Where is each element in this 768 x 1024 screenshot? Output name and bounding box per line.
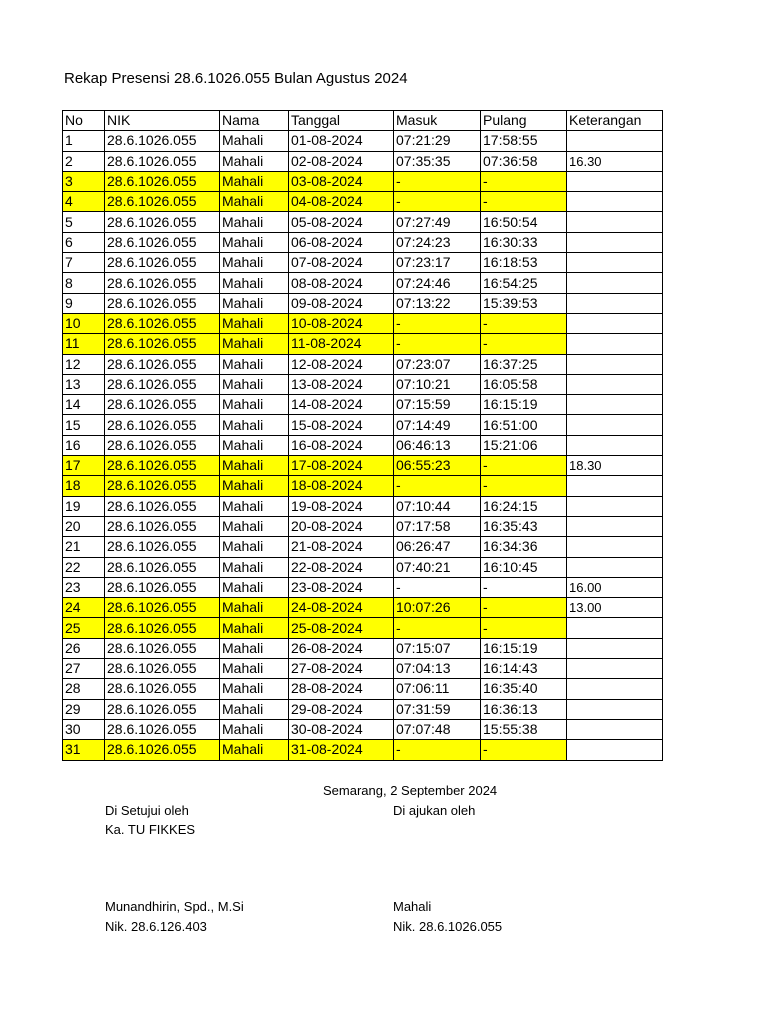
table-row: [63, 557, 663, 577]
cell-keterangan: [567, 171, 663, 191]
cell-pulang: 16:14:43: [481, 659, 567, 679]
cell-keterangan: [567, 719, 663, 739]
cell-masuk: 07:15:59: [394, 395, 481, 415]
cell-no: 15: [63, 415, 105, 435]
cell-no: 5: [63, 212, 105, 232]
table-row: [63, 719, 663, 739]
cell-tanggal: 06-08-2024: [289, 232, 394, 252]
cell-no: 16: [63, 435, 105, 455]
cell-pulang: 07:36:58: [481, 151, 567, 171]
cell-nik: 28.6.1026.055: [105, 456, 220, 476]
cell-tanggal: 05-08-2024: [289, 212, 394, 232]
cell-pulang: -: [481, 618, 567, 638]
cell-keterangan: [567, 740, 663, 760]
cell-keterangan: 16.30: [567, 151, 663, 171]
table-row: [63, 151, 663, 171]
place-date: Semarang, 2 September 2024: [323, 783, 498, 798]
cell-nama: Mahali: [220, 293, 289, 313]
header-pulang: Pulang: [481, 111, 567, 131]
cell-nik: 28.6.1026.055: [105, 395, 220, 415]
cell-nama: Mahali: [220, 516, 289, 536]
cell-masuk: 06:26:47: [394, 537, 481, 557]
table-row: [63, 212, 663, 232]
cell-nik: 28.6.1026.055: [105, 699, 220, 719]
cell-masuk: 07:23:07: [394, 354, 481, 374]
cell-keterangan: 16.00: [567, 577, 663, 597]
cell-pulang: 16:35:43: [481, 516, 567, 536]
cell-tanggal: 17-08-2024: [289, 456, 394, 476]
cell-nik: 28.6.1026.055: [105, 435, 220, 455]
cell-tanggal: 13-08-2024: [289, 374, 394, 394]
cell-pulang: 16:54:25: [481, 273, 567, 293]
table-row: [63, 131, 663, 151]
cell-tanggal: 02-08-2024: [289, 151, 394, 171]
header-nama: Nama: [220, 111, 289, 131]
table-row: [63, 618, 663, 638]
cell-nik: 28.6.1026.055: [105, 273, 220, 293]
cell-pulang: 16:15:19: [481, 395, 567, 415]
cell-pulang: 15:55:38: [481, 719, 567, 739]
cell-nama: Mahali: [220, 638, 289, 658]
cell-masuk: -: [394, 334, 481, 354]
cell-nama: Mahali: [220, 679, 289, 699]
cell-tanggal: 31-08-2024: [289, 740, 394, 760]
table-row: [63, 638, 663, 658]
cell-no: 25: [63, 618, 105, 638]
table-row: [63, 395, 663, 415]
cell-tanggal: 11-08-2024: [289, 334, 394, 354]
cell-pulang: -: [481, 456, 567, 476]
cell-no: 27: [63, 659, 105, 679]
cell-no: 2: [63, 151, 105, 171]
cell-tanggal: 24-08-2024: [289, 598, 394, 618]
cell-keterangan: [567, 496, 663, 516]
cell-keterangan: [567, 212, 663, 232]
cell-keterangan: [567, 638, 663, 658]
cell-nama: Mahali: [220, 557, 289, 577]
cell-nama: Mahali: [220, 699, 289, 719]
approved-by-label: Di Setujui oleh: [105, 803, 189, 818]
cell-tanggal: 03-08-2024: [289, 171, 394, 191]
cell-nama: Mahali: [220, 334, 289, 354]
cell-nama: Mahali: [220, 374, 289, 394]
cell-no: 24: [63, 598, 105, 618]
cell-tanggal: 22-08-2024: [289, 557, 394, 577]
cell-nik: 28.6.1026.055: [105, 557, 220, 577]
header-tanggal: Tanggal: [289, 111, 394, 131]
cell-masuk: 07:10:44: [394, 496, 481, 516]
submitter-nik: Nik. 28.6.1026.055: [393, 919, 503, 934]
cell-nik: 28.6.1026.055: [105, 476, 220, 496]
cell-keterangan: [567, 618, 663, 638]
cell-keterangan: 18.30: [567, 456, 663, 476]
cell-pulang: -: [481, 334, 567, 354]
attendance-table: [62, 110, 663, 761]
cell-nik: 28.6.1026.055: [105, 659, 220, 679]
cell-nik: 28.6.1026.055: [105, 415, 220, 435]
cell-masuk: 07:04:13: [394, 659, 481, 679]
table-row: [63, 374, 663, 394]
cell-tanggal: 16-08-2024: [289, 435, 394, 455]
cell-pulang: 16:15:19: [481, 638, 567, 658]
cell-nik: 28.6.1026.055: [105, 151, 220, 171]
cell-no: 8: [63, 273, 105, 293]
header-nik: NIK: [105, 111, 220, 131]
cell-nik: 28.6.1026.055: [105, 171, 220, 191]
cell-keterangan: [567, 232, 663, 252]
cell-no: 14: [63, 395, 105, 415]
cell-nik: 28.6.1026.055: [105, 212, 220, 232]
cell-pulang: -: [481, 171, 567, 191]
cell-masuk: 07:07:48: [394, 719, 481, 739]
cell-no: 6: [63, 232, 105, 252]
cell-keterangan: [567, 699, 663, 719]
cell-no: 20: [63, 516, 105, 536]
cell-nik: 28.6.1026.055: [105, 334, 220, 354]
cell-no: 10: [63, 313, 105, 333]
cell-no: 29: [63, 699, 105, 719]
table-row: [63, 496, 663, 516]
cell-nik: 28.6.1026.055: [105, 638, 220, 658]
table-header-row: [63, 111, 663, 131]
cell-nama: Mahali: [220, 435, 289, 455]
cell-masuk: 07:10:21: [394, 374, 481, 394]
table-row: [63, 476, 663, 496]
cell-nik: 28.6.1026.055: [105, 598, 220, 618]
cell-nama: Mahali: [220, 313, 289, 333]
cell-nik: 28.6.1026.055: [105, 313, 220, 333]
submitted-by-label: Di ajukan oleh: [393, 803, 476, 818]
cell-pulang: 16:24:15: [481, 496, 567, 516]
table-row: [63, 415, 663, 435]
table-row: [63, 293, 663, 313]
cell-keterangan: [567, 273, 663, 293]
cell-pulang: 16:51:00: [481, 415, 567, 435]
table-row: [63, 171, 663, 191]
cell-keterangan: [567, 253, 663, 273]
cell-pulang: -: [481, 577, 567, 597]
cell-no: 21: [63, 537, 105, 557]
cell-pulang: 16:37:25: [481, 354, 567, 374]
cell-nama: Mahali: [220, 131, 289, 151]
table-row: [63, 659, 663, 679]
cell-tanggal: 26-08-2024: [289, 638, 394, 658]
cell-masuk: -: [394, 577, 481, 597]
cell-tanggal: 09-08-2024: [289, 293, 394, 313]
cell-no: 4: [63, 192, 105, 212]
cell-no: 26: [63, 638, 105, 658]
table-row: [63, 313, 663, 333]
cell-tanggal: 20-08-2024: [289, 516, 394, 536]
header-keterangan: Keterangan: [567, 111, 663, 131]
cell-masuk: 07:13:22: [394, 293, 481, 313]
cell-nama: Mahali: [220, 253, 289, 273]
table-row: [63, 598, 663, 618]
cell-keterangan: [567, 557, 663, 577]
cell-tanggal: 15-08-2024: [289, 415, 394, 435]
table-row: [63, 253, 663, 273]
cell-no: 3: [63, 171, 105, 191]
cell-keterangan: [567, 659, 663, 679]
cell-pulang: 16:50:54: [481, 212, 567, 232]
cell-pulang: -: [481, 476, 567, 496]
cell-no: 11: [63, 334, 105, 354]
cell-pulang: 17:58:55: [481, 131, 567, 151]
cell-nama: Mahali: [220, 151, 289, 171]
cell-nama: Mahali: [220, 496, 289, 516]
cell-tanggal: 29-08-2024: [289, 699, 394, 719]
table-row: [63, 435, 663, 455]
cell-nama: Mahali: [220, 659, 289, 679]
cell-nama: Mahali: [220, 618, 289, 638]
cell-nik: 28.6.1026.055: [105, 719, 220, 739]
cell-masuk: -: [394, 476, 481, 496]
cell-tanggal: 10-08-2024: [289, 313, 394, 333]
cell-no: 13: [63, 374, 105, 394]
cell-tanggal: 30-08-2024: [289, 719, 394, 739]
cell-keterangan: [567, 293, 663, 313]
cell-nik: 28.6.1026.055: [105, 496, 220, 516]
cell-nik: 28.6.1026.055: [105, 232, 220, 252]
cell-pulang: 15:39:53: [481, 293, 567, 313]
cell-nik: 28.6.1026.055: [105, 354, 220, 374]
table-row: [63, 679, 663, 699]
cell-nik: 28.6.1026.055: [105, 577, 220, 597]
cell-nik: 28.6.1026.055: [105, 537, 220, 557]
header-masuk: Masuk: [394, 111, 481, 131]
cell-tanggal: 07-08-2024: [289, 253, 394, 273]
cell-pulang: -: [481, 740, 567, 760]
cell-masuk: -: [394, 171, 481, 191]
cell-nik: 28.6.1026.055: [105, 131, 220, 151]
cell-nama: Mahali: [220, 192, 289, 212]
cell-nik: 28.6.1026.055: [105, 679, 220, 699]
cell-keterangan: [567, 334, 663, 354]
header-no: No: [63, 111, 105, 131]
cell-nik: 28.6.1026.055: [105, 192, 220, 212]
cell-masuk: 06:55:23: [394, 456, 481, 476]
approver-nik: Nik. 28.6.126.403: [105, 919, 207, 934]
cell-tanggal: 08-08-2024: [289, 273, 394, 293]
cell-nama: Mahali: [220, 171, 289, 191]
submitter-name: Mahali: [393, 899, 432, 914]
cell-nama: Mahali: [220, 354, 289, 374]
cell-tanggal: 04-08-2024: [289, 192, 394, 212]
cell-nama: Mahali: [220, 577, 289, 597]
cell-nama: Mahali: [220, 598, 289, 618]
cell-masuk: 07:31:59: [394, 699, 481, 719]
cell-nama: Mahali: [220, 415, 289, 435]
cell-nik: 28.6.1026.055: [105, 740, 220, 760]
cell-pulang: 16:34:36: [481, 537, 567, 557]
cell-pulang: 15:21:06: [481, 435, 567, 455]
approver-title: Ka. TU FIKKES: [105, 822, 196, 837]
cell-nama: Mahali: [220, 537, 289, 557]
cell-masuk: 07:14:49: [394, 415, 481, 435]
cell-no: 12: [63, 354, 105, 374]
cell-tanggal: 12-08-2024: [289, 354, 394, 374]
table-row: [63, 699, 663, 719]
cell-pulang: 16:30:33: [481, 232, 567, 252]
table-row: [63, 516, 663, 536]
cell-keterangan: [567, 192, 663, 212]
cell-no: 7: [63, 253, 105, 273]
cell-masuk: 07:17:58: [394, 516, 481, 536]
cell-pulang: -: [481, 192, 567, 212]
cell-no: 17: [63, 456, 105, 476]
cell-masuk: 07:24:46: [394, 273, 481, 293]
cell-masuk: 10:07:26: [394, 598, 481, 618]
cell-no: 23: [63, 577, 105, 597]
cell-no: 30: [63, 719, 105, 739]
cell-nama: Mahali: [220, 273, 289, 293]
cell-masuk: 07:35:35: [394, 151, 481, 171]
document-title: Rekap Presensi 28.6.1026.055 Bulan Agustus 2024: [64, 70, 408, 87]
cell-keterangan: [567, 131, 663, 151]
cell-tanggal: 21-08-2024: [289, 537, 394, 557]
cell-keterangan: [567, 476, 663, 496]
cell-keterangan: [567, 679, 663, 699]
cell-tanggal: 23-08-2024: [289, 577, 394, 597]
cell-tanggal: 18-08-2024: [289, 476, 394, 496]
table-row: [63, 456, 663, 476]
cell-masuk: 07:27:49: [394, 212, 481, 232]
cell-pulang: 16:36:13: [481, 699, 567, 719]
cell-nama: Mahali: [220, 456, 289, 476]
cell-keterangan: [567, 374, 663, 394]
cell-nama: Mahali: [220, 719, 289, 739]
cell-tanggal: 01-08-2024: [289, 131, 394, 151]
cell-masuk: 07:23:17: [394, 253, 481, 273]
cell-masuk: 07:15:07: [394, 638, 481, 658]
cell-keterangan: [567, 415, 663, 435]
cell-masuk: -: [394, 618, 481, 638]
cell-pulang: 16:35:40: [481, 679, 567, 699]
cell-nama: Mahali: [220, 395, 289, 415]
cell-nama: Mahali: [220, 476, 289, 496]
cell-tanggal: 28-08-2024: [289, 679, 394, 699]
cell-pulang: -: [481, 598, 567, 618]
cell-tanggal: 19-08-2024: [289, 496, 394, 516]
cell-masuk: -: [394, 192, 481, 212]
cell-masuk: 07:40:21: [394, 557, 481, 577]
cell-no: 28: [63, 679, 105, 699]
cell-nama: Mahali: [220, 212, 289, 232]
cell-masuk: 07:24:23: [394, 232, 481, 252]
cell-keterangan: [567, 435, 663, 455]
cell-nik: 28.6.1026.055: [105, 516, 220, 536]
table-row: [63, 740, 663, 760]
cell-keterangan: [567, 537, 663, 557]
cell-masuk: 07:06:11: [394, 679, 481, 699]
cell-no: 19: [63, 496, 105, 516]
cell-nama: Mahali: [220, 232, 289, 252]
table-row: [63, 334, 663, 354]
table-row: [63, 192, 663, 212]
cell-tanggal: 27-08-2024: [289, 659, 394, 679]
cell-pulang: -: [481, 313, 567, 333]
table-row: [63, 273, 663, 293]
table-row: [63, 232, 663, 252]
cell-nik: 28.6.1026.055: [105, 618, 220, 638]
cell-keterangan: [567, 395, 663, 415]
cell-no: 1: [63, 131, 105, 151]
cell-masuk: 06:46:13: [394, 435, 481, 455]
cell-nik: 28.6.1026.055: [105, 374, 220, 394]
cell-no: 18: [63, 476, 105, 496]
table-row: [63, 354, 663, 374]
cell-no: 9: [63, 293, 105, 313]
cell-pulang: 16:18:53: [481, 253, 567, 273]
cell-pulang: 16:05:58: [481, 374, 567, 394]
cell-keterangan: [567, 354, 663, 374]
cell-keterangan: 13.00: [567, 598, 663, 618]
cell-masuk: -: [394, 313, 481, 333]
table-row: [63, 577, 663, 597]
table-row: [63, 537, 663, 557]
cell-no: 22: [63, 557, 105, 577]
cell-nik: 28.6.1026.055: [105, 293, 220, 313]
cell-masuk: -: [394, 740, 481, 760]
cell-no: 31: [63, 740, 105, 760]
cell-tanggal: 25-08-2024: [289, 618, 394, 638]
table-body: [63, 131, 663, 760]
cell-pulang: 16:10:45: [481, 557, 567, 577]
cell-nama: Mahali: [220, 740, 289, 760]
cell-masuk: 07:21:29: [394, 131, 481, 151]
cell-tanggal: 14-08-2024: [289, 395, 394, 415]
cell-nik: 28.6.1026.055: [105, 253, 220, 273]
cell-keterangan: [567, 516, 663, 536]
approver-name: Munandhirin, Spd., M.Si: [105, 899, 244, 914]
cell-keterangan: [567, 313, 663, 333]
